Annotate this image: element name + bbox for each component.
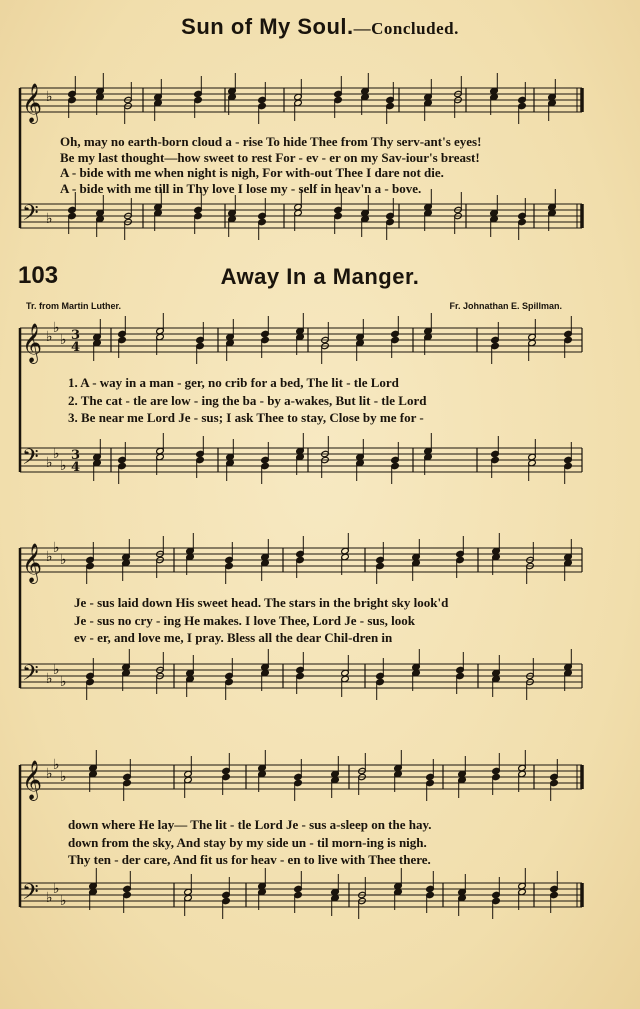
lyric-line: Thy ten - der care, And fit us for heav - en to live with Thee there.	[68, 852, 431, 867]
treble-clef-icon: 𝄞	[22, 83, 43, 123]
flat-icon: ♭	[46, 671, 53, 687]
hymn-title: Away In a Manger.	[220, 264, 420, 289]
flat-icon: ♭	[53, 881, 60, 897]
lyric-line: Je - sus laid down His sweet head. The stars in the bright sky look'd	[74, 595, 449, 610]
flat-icon: ♭	[60, 674, 67, 690]
flat-icon: ♭	[46, 890, 53, 906]
lyric-line: A - bide with me till in Thy love I lose my - self in heav'n a - bove.	[60, 180, 422, 196]
music-credit: Fr. Johnathan E. Spillman.	[449, 301, 562, 311]
flat-icon: ♭	[46, 211, 53, 227]
flat-icon: ♭	[53, 757, 60, 773]
flat-icon: ♭	[60, 552, 67, 568]
lyric-line: 3. Be near me Lord Je - sus; I ask Thee to stay, Close by me for -	[68, 410, 424, 425]
bass-clef-icon: 𝄢	[22, 661, 39, 691]
lyric-line: Be my last thought—how sweet to rest For - ev - er on my Sav-iour's breast!	[60, 149, 480, 165]
previous-hymn-title: Sun of My Soul.	[181, 14, 354, 39]
flat-icon: ♭	[46, 766, 53, 782]
treble-clef-icon: 𝄞	[22, 323, 43, 363]
bass-clef-icon: 𝄢	[22, 445, 39, 475]
flat-icon: ♭	[46, 549, 53, 565]
flat-icon: ♭	[60, 893, 67, 909]
flat-icon: ♭	[46, 329, 53, 345]
lyric-line: down from the sky, And stay by my side un - til morn-ing is nigh.	[68, 834, 427, 850]
concluded-label: —Concluded.	[353, 19, 459, 38]
lyric-line: 1. A - way in a man - ger, no crib for a bed, The lit - tle Lord	[68, 375, 399, 390]
treble-time-bottom: 4	[71, 340, 81, 355]
flat-icon: ♭	[60, 332, 67, 348]
treble-clef-icon: 𝄞	[22, 760, 43, 800]
lyric-line: Oh, may no earth-born cloud a - rise To hide Thee from Thy serv-ant's eyes!	[60, 134, 482, 149]
treble-time-top: 3	[71, 328, 81, 343]
lyric-line: down where He lay— The lit - tle Lord Je - sus a-sleep on the hay.	[68, 817, 432, 832]
hymn-number: 103	[18, 262, 59, 289]
lyric-line: 2. The cat - tle are low - ing the ba - by a-wakes, But lit - tle Lord	[68, 392, 427, 408]
lyric-line: Je - sus no cry - ing He makes. I love Thee, Lord Je - sus, look	[74, 612, 416, 628]
flat-icon: ♭	[53, 662, 60, 678]
flat-icon: ♭	[60, 458, 67, 474]
flat-icon: ♭	[53, 540, 60, 556]
words-credit: Tr. from Martin Luther.	[26, 301, 122, 311]
flat-icon: ♭	[53, 320, 60, 336]
treble-clef-icon: 𝄞	[22, 543, 43, 583]
lyric-line: A - bide with me when night is nigh, For with-out Thee I dare not die.	[60, 165, 444, 180]
bass-time-bottom: 4	[71, 460, 81, 475]
flat-icon: ♭	[46, 89, 53, 105]
bass-clef-icon: 𝄢	[22, 880, 39, 910]
flat-icon: ♭	[60, 769, 67, 785]
flat-icon: ♭	[46, 455, 53, 471]
bass-clef-icon: 𝄢	[22, 201, 39, 231]
flat-icon: ♭	[53, 446, 60, 462]
bass-time-top: 3	[71, 448, 81, 463]
lyric-line: ev - er, and love me, I pray. Bless all the dear Chil-dren in	[74, 630, 393, 645]
